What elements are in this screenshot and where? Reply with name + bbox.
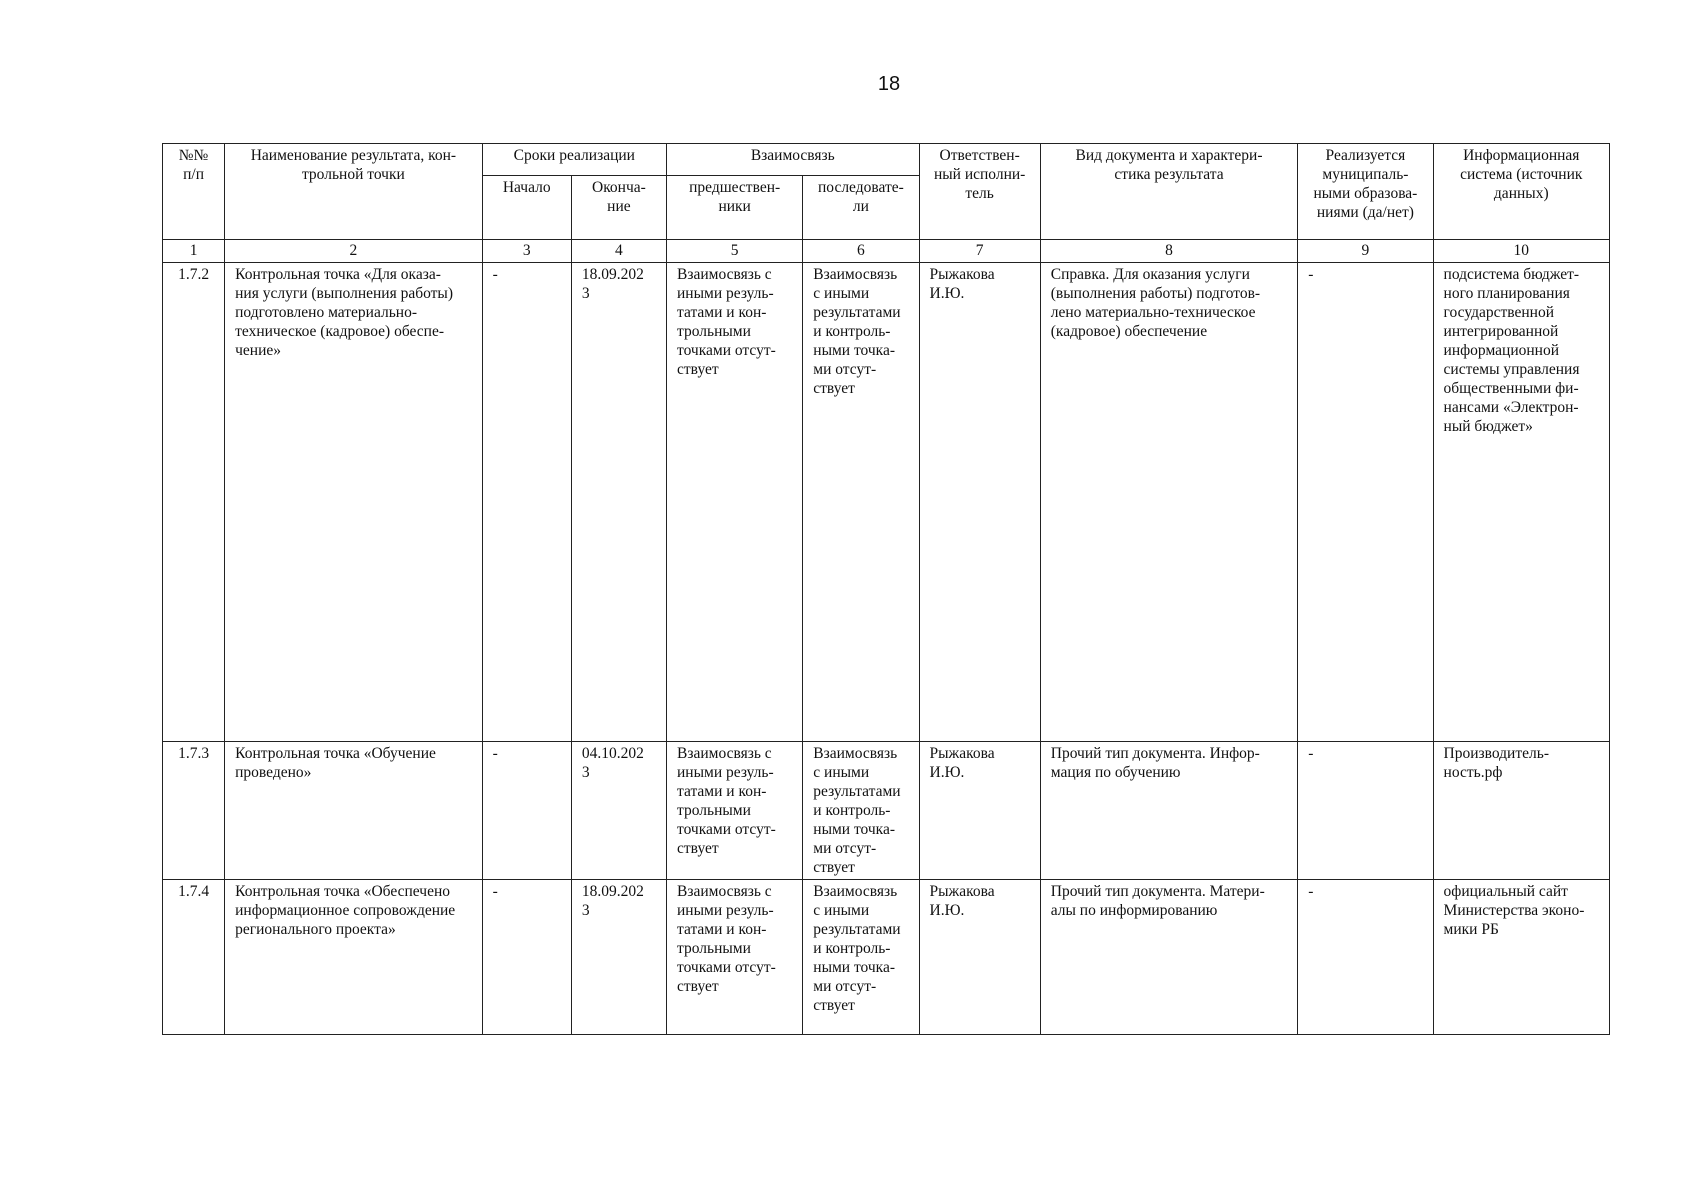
column-number: 1 — [163, 240, 225, 263]
predecessors: Взаимосвязь с иными резуль- татами и кон- трольными точками отсут- ствует — [667, 263, 803, 742]
column-numbers-row — [163, 240, 1610, 263]
result-name: Контрольная точка «Обеспечено информационное сопровождение регионального проекта» — [225, 880, 483, 1035]
header-row — [163, 144, 1610, 176]
header-info-system: Информационная система (источник данных) — [1433, 144, 1609, 240]
info-system: Производитель- ность.рф — [1433, 742, 1609, 880]
header-name: Наименование результата, кон- трольной точки — [225, 144, 483, 240]
page-number: 18 — [877, 73, 901, 95]
column-number: 2 — [225, 240, 483, 263]
document-type: Справка. Для оказания услуги (выполнения работы) подготов- лено материально-техническое (кадровое) обеспечение — [1040, 263, 1298, 742]
result-name: Контрольная точка «Обучение проведено» — [225, 742, 483, 880]
column-number: 4 — [571, 240, 666, 263]
successors: Взаимосвязь с иными результатами и контроль- ными точка- ми отсут- ствует — [803, 742, 919, 880]
end-date: 18.09.202 3 — [571, 880, 666, 1035]
responsible: Рыжакова И.Ю. — [919, 880, 1040, 1035]
header-num: №№ п/п — [163, 144, 225, 240]
header-document: Вид документа и характери- стика результата — [1040, 144, 1298, 240]
column-number: 7 — [919, 240, 1040, 263]
municipal-flag: - — [1298, 880, 1433, 1035]
results-table — [162, 143, 1610, 1035]
table-row — [163, 742, 1610, 880]
header-responsible: Ответствен- ный исполни- тель — [919, 144, 1040, 240]
municipal-flag: - — [1298, 263, 1433, 742]
row-number: 1.7.3 — [163, 742, 225, 880]
predecessors: Взаимосвязь с иными резуль- татами и кон- трольными точками отсут- ствует — [667, 742, 803, 880]
responsible: Рыжакова И.Ю. — [919, 263, 1040, 742]
header-start: Начало — [482, 176, 571, 240]
header-predecessors: предшествен- ники — [667, 176, 803, 240]
header-municipal: Реализуется муниципаль- ными образова- ниями (да/нет) — [1298, 144, 1433, 240]
column-number: 9 — [1298, 240, 1433, 263]
header-link: Взаимосвязь — [667, 144, 920, 176]
column-number: 6 — [803, 240, 919, 263]
document-type: Прочий тип документа. Матери- алы по информированию — [1040, 880, 1298, 1035]
end-date: 18.09.202 3 — [571, 263, 666, 742]
info-system: официальный сайт Министерства эконо- мики РБ — [1433, 880, 1609, 1035]
start-date: - — [482, 880, 571, 1035]
header-successors: последовате- ли — [803, 176, 919, 240]
end-date: 04.10.202 3 — [571, 742, 666, 880]
row-number: 1.7.4 — [163, 880, 225, 1035]
responsible: Рыжакова И.Ю. — [919, 742, 1040, 880]
row-number: 1.7.2 — [163, 263, 225, 742]
municipal-flag: - — [1298, 742, 1433, 880]
successors: Взаимосвязь с иными результатами и контроль- ными точка- ми отсут- ствует — [803, 263, 919, 742]
column-number: 3 — [482, 240, 571, 263]
table-row — [163, 263, 1610, 742]
column-number: 8 — [1040, 240, 1298, 263]
result-name: Контрольная точка «Для оказа- ния услуги (выполнения работы) подготовлено материально- техническое (кадровое) обеспе- чение» — [225, 263, 483, 742]
column-number: 5 — [667, 240, 803, 263]
predecessors: Взаимосвязь с иными резуль- татами и кон- трольными точками отсут- ствует — [667, 880, 803, 1035]
header-terms: Сроки реализации — [482, 144, 666, 176]
document-type: Прочий тип документа. Инфор- мация по обучению — [1040, 742, 1298, 880]
table-row — [163, 880, 1610, 1035]
header-end: Оконча- ние — [571, 176, 666, 240]
successors: Взаимосвязь с иными результатами и контроль- ными точка- ми отсут- ствует — [803, 880, 919, 1035]
start-date: - — [482, 742, 571, 880]
start-date: - — [482, 263, 571, 742]
info-system: подсистема бюджет- ного планирования государственной интегрированной информационной системы управления общественными фи- нансами «Электрон- ный бюджет» — [1433, 263, 1609, 742]
column-number: 10 — [1433, 240, 1609, 263]
